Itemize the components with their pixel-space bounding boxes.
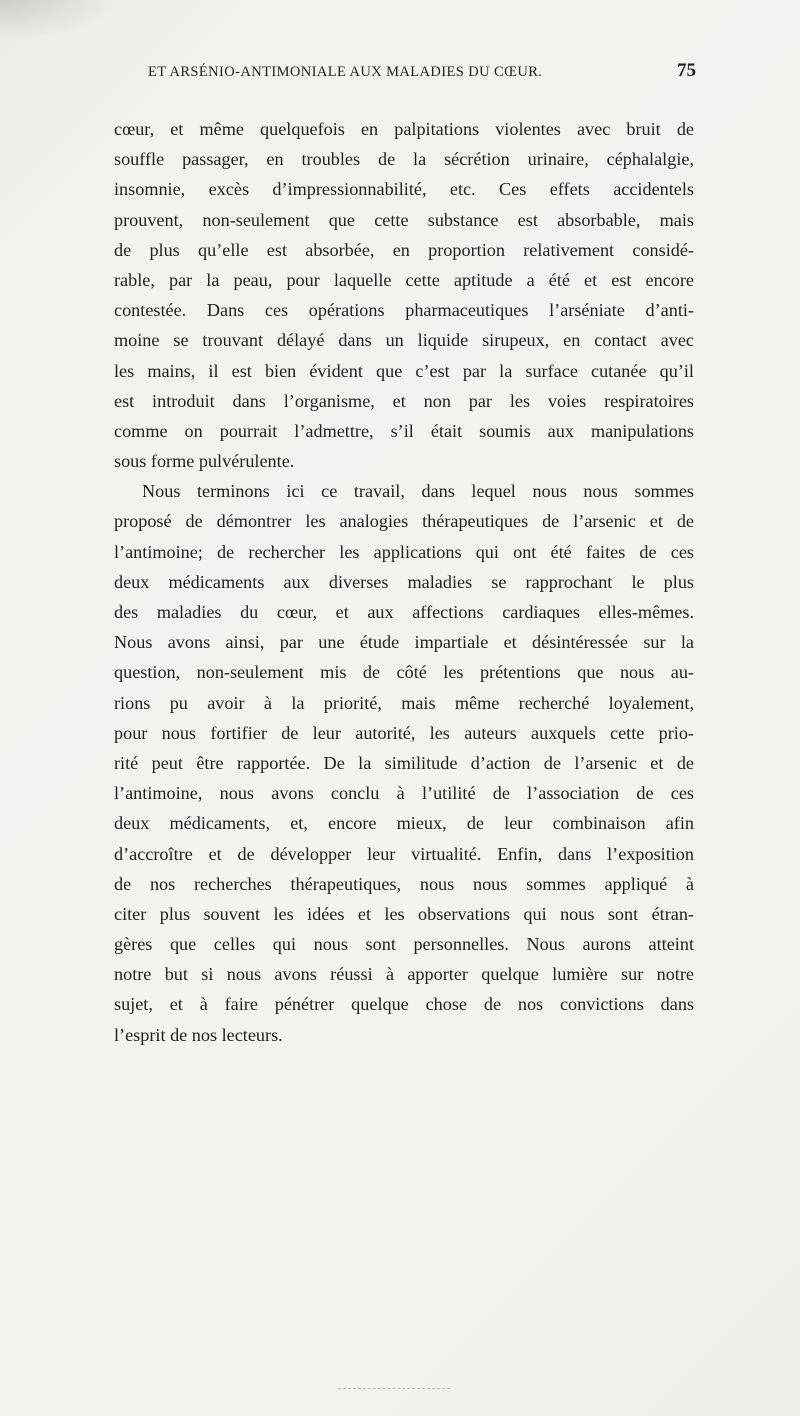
text-line: comme on pourrait l’admettre, s’il était soumis aux manipulations [114, 420, 694, 441]
paragraph-end-line: l’esprit de nos lecteurs. [114, 1024, 283, 1045]
text-line: l’antimoine; de rechercher les applications qui ont été faites de ces [114, 541, 694, 562]
text-line: rité peut être rapportée. De la similitude d’action de l’arsenic et de [114, 752, 694, 773]
running-header-title: ET ARSÉNIO-ANTIMONIALE AUX MALADIES DU CŒUR. [148, 64, 543, 80]
body-text [114, 114, 694, 1050]
text-line: Nous avons ainsi, par une étude impartiale et désintéressée sur la [114, 632, 694, 653]
text-line: contestée. Dans ces opérations pharmaceutiques l’arséniate d’anti- [114, 300, 694, 321]
text-line: gères que celles qui nous sont personnelles. Nous aurons atteint [114, 934, 694, 955]
text-line: prouvent, non-seulement que cette substance est absorbable, mais [114, 209, 694, 230]
text-line: deux médicaments aux diverses maladies se rapprochant le plus [114, 571, 694, 592]
text-line: pour nous fortifier de leur autorité, les auteurs auxquels cette prio- [114, 722, 694, 743]
text-line: proposé de démontrer les analogies thérapeutiques de l’arsenic et de [114, 511, 694, 532]
paragraph-end-line: sous forme pulvérulente. [114, 451, 295, 472]
text-line: les mains, il est bien évident que c’est par la surface cutanée qu’il [114, 360, 694, 381]
text-line: de nos recherches thérapeutiques, nous nous sommes appliqué à [114, 873, 694, 894]
text-line: citer plus souvent les idées et les observations qui nous sont étran- [114, 903, 694, 924]
text-line: de plus qu’elle est absorbée, en proportion relativement considé- [114, 239, 694, 260]
text-line: rions pu avoir à la priorité, mais même recherché loyalement, [114, 692, 694, 713]
text-line: cœur, et même quelquefois en palpitations violentes avec bruit de [114, 119, 694, 139]
bleed-through-mark [338, 1388, 450, 1395]
text-line: question, non-seulement mis de côté les prétentions que nous au- [114, 662, 694, 683]
paragraph-first-line: Nous terminons ici ce travail, dans lequel nous nous sommes [142, 481, 694, 502]
page-number: 75 [677, 60, 696, 81]
text-line: des maladies du cœur, et aux affections cardiaques elles-mêmes. [114, 602, 694, 622]
text-line: rable, par la peau, pour laquelle cette aptitude a été et est encore [114, 269, 694, 290]
text-line: moine se trouvant délayé dans un liquide sirupeux, en contact avec [114, 330, 694, 351]
text-line: souffle passager, en troubles de la sécrétion urinaire, céphalalgie, [114, 149, 694, 170]
text-line: d’accroître et de développer leur virtualité. Enfin, dans l’exposition [114, 843, 694, 864]
text-line: est introduit dans l’organisme, et non par les voies respiratoires [114, 390, 694, 411]
page-corner-shadow [0, 0, 120, 40]
text-line: insomnie, excès d’impressionnabilité, etc. Ces effets accidentels [114, 179, 694, 200]
text-line: sujet, et à faire pénétrer quelque chose de nos convictions dans [114, 994, 694, 1015]
text-line: l’antimoine, nous avons conclu à l’utilité de l’association de ces [114, 783, 694, 804]
text-line: deux médicaments, et, encore mieux, de leur combinaison afin [114, 813, 694, 834]
running-header [148, 60, 696, 90]
text-line: notre but si nous avons réussi à apporter quelque lumière sur notre [114, 964, 694, 985]
